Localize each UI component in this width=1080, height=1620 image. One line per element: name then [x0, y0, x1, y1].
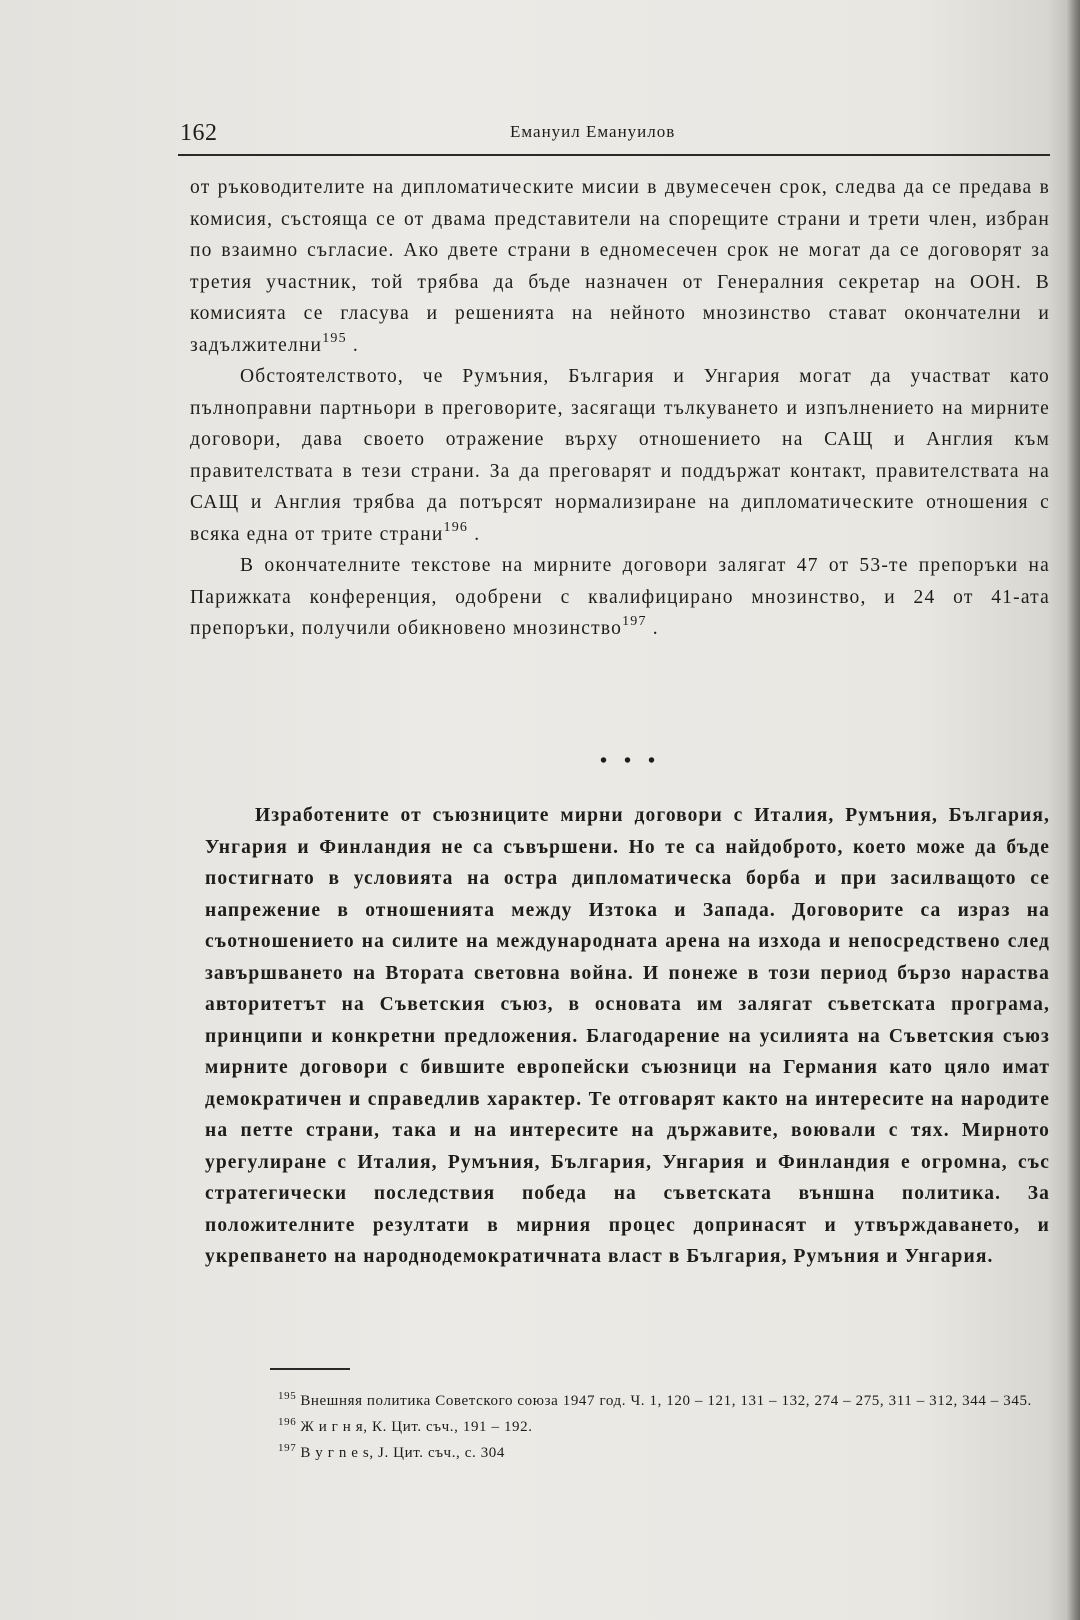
section-separator: • • • [600, 750, 662, 772]
paragraph [190, 550, 1050, 645]
footnote-text: В у г n e s, J. Цит. съч., с. 304 [300, 1445, 506, 1461]
paragraph-text: от ръководителите на дипломатическите мисии в двумесечен срок, следва да се предава в комисия, състояща се от двама представители на спорещите страни и трети член, избран по взаимно съгласие. Ако двете страни в едномесечен срок не могат да се договорят за третия участник, той трябва да бъде назначен от Генералния секретар на ООН. В комисията се гласува и решенията на нейното мнозинство стават окончателни и задължителни [190, 177, 1050, 356]
page-edge [1066, 0, 1080, 1620]
paragraph-text: Обстоятелството, че Румъния, България и Унгария могат да участват като пълноправни партньори в преговорите, засягащи тълкуването и изпълнението на мирните договори, дава своето отражение върху отношението на САЩ и Англия към правителствата в тези страни. За да преговарят и поддържат контакт, правителствата на САЩ и Англия трябва да потърсят нормализиране на дипломатическите отношения с всяка една от трите страни [190, 366, 1050, 545]
footnote-ref: 197 [622, 614, 647, 629]
footnote-number: 197 [278, 1442, 297, 1454]
paragraph [190, 172, 1050, 361]
footnotes [220, 1388, 1050, 1466]
footnote-ref: 196 [443, 519, 469, 535]
paragraph-end: . [474, 523, 481, 545]
header-rule [178, 154, 1050, 156]
running-head: Емануил Емануилов [510, 122, 676, 141]
footnote-number: 196 [278, 1416, 297, 1428]
footnote [220, 1414, 1050, 1440]
paragraph-text: В окончателните текстове на мирните договори залягат 47 от 53-те препоръки на Парижката конференция, одобрени с квалифицирано мнозинство, и 24 от 41-ата препоръки, получили обикновено мнозинство [190, 555, 1050, 639]
footnote-number: 195 [278, 1390, 297, 1402]
paragraph-end: . [652, 618, 659, 639]
footnote-ref: 195 [322, 330, 347, 346]
footnote [220, 1388, 1050, 1414]
page-header [180, 110, 1050, 150]
footnote-rule [270, 1368, 350, 1370]
footnote [220, 1440, 1050, 1466]
footnote-text: Внешняя политика Советского союза 1947 год. Ч. 1, 120 – 121, 131 – 132, 274 – 275, 311 – 312, 344 – 345. [300, 1393, 1032, 1409]
paragraph [190, 361, 1050, 550]
paragraph-end: . [352, 334, 359, 356]
body-text-upper [190, 172, 1050, 645]
footnote-text: Ж и г н я, К. Цит. съч., 191 – 192. [300, 1419, 533, 1435]
conclusion-paragraph: Изработените от съюзниците мирни договори с Италия, Румъния, България, Унгария и Финландия не са съвършени. Но те са найдоброто, което може да бъде постигнато в условията на остра дипломатическа борба и при засилващото се напрежение в отношенията между Изтока и Запада. Договорите са израз на съотношението на силите на международната арена на изхода и непосредствено след завършването на Втората световна война. И понеже в този период бързо нараства авторитетът на Съветския съюз, в основата им залягат съветската програма, принципи и конкретни предложения. Благодарение на усилията на Съветския съюз мирните договори с бившите европейски съюзници на Германия като цяло имат демократичен и справедлив характер. Те отговарят както на интересите на народите на петте страни, така и на интересите на държавите, воювали с тях. Мирното урегулиране с Италия, Румъния, България, Унгария и Финландия е огромна, със стратегически последствия победа на съветската външна политика. За положителните резултати в мирния процес допринасят и утвърждаването, и укрепването на народнодемократичната власт в България, Румъния и Унгария. [205, 805, 1050, 1267]
body-text-conclusion [205, 800, 1050, 1273]
page-number: 162 [180, 120, 218, 146]
